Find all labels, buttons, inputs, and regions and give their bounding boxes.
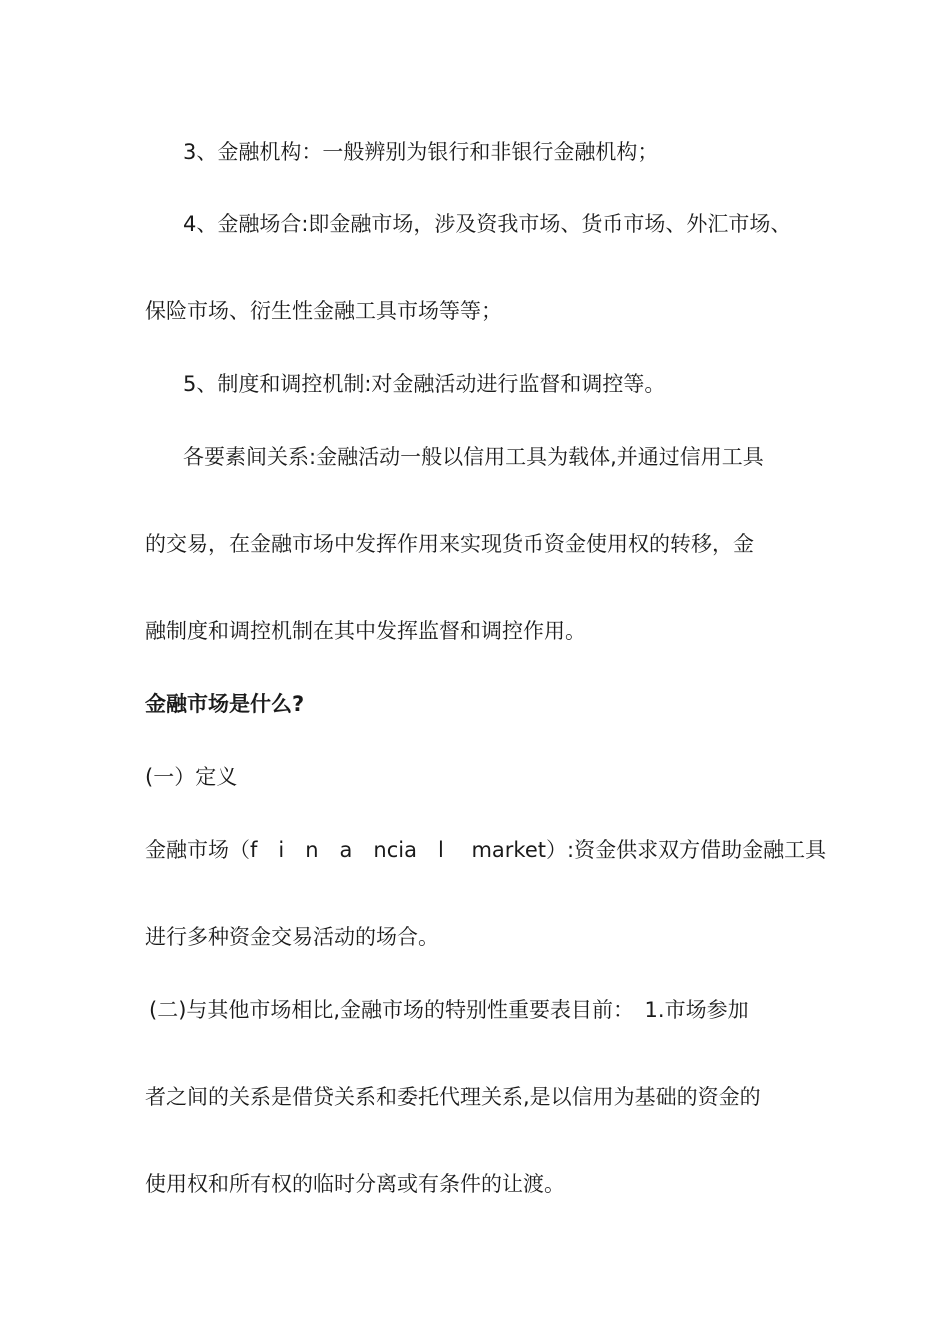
paragraph-item-3: 3、金融机构：一般辨别为银行和非银行金融机构； [183, 140, 659, 164]
paragraph-relations-line-2: 的交易，在金融市场中发挥作用来实现货币资金使用权的转移，金 [145, 532, 754, 556]
paragraph-item-4-continued: 保险市场、衍生性金融工具市场等等； [145, 299, 502, 323]
paragraph-item-5: 5、制度和调控机制:对金融活动进行监督和调控等。 [183, 372, 666, 396]
paragraph-characteristics: (二)与其他市场相比,金融市场的特别性重要表目前： 1.市场参加 [149, 998, 749, 1022]
paragraph-item-4: 4、金融场合:即金融市场，涉及资我市场、货币市场、外汇市场、 [183, 212, 792, 236]
section-heading: 金融市场是什么? [145, 692, 305, 716]
paragraph-relations-line-3: 融制度和调控机制在其中发挥监督和调控作用。 [145, 619, 586, 643]
paragraph-characteristics-line-2: 者之间的关系是借贷关系和委托代理关系,是以信用为基础的资金的 [145, 1085, 761, 1109]
paragraph-definition-line-2: 进行多种资金交易活动的场合。 [145, 925, 439, 949]
paragraph-relations: 各要素间关系:金融活动一般以信用工具为载体,并通过信用工具 [183, 445, 764, 469]
paragraph-definition: 金融市场（f i n a ncia l market）:资金供求双方借助金融工具 [145, 838, 827, 862]
subheading-definition: (一）定义 [145, 765, 238, 789]
paragraph-characteristics-line-3: 使用权和所有权的临时分离或有条件的让渡。 [145, 1172, 565, 1196]
